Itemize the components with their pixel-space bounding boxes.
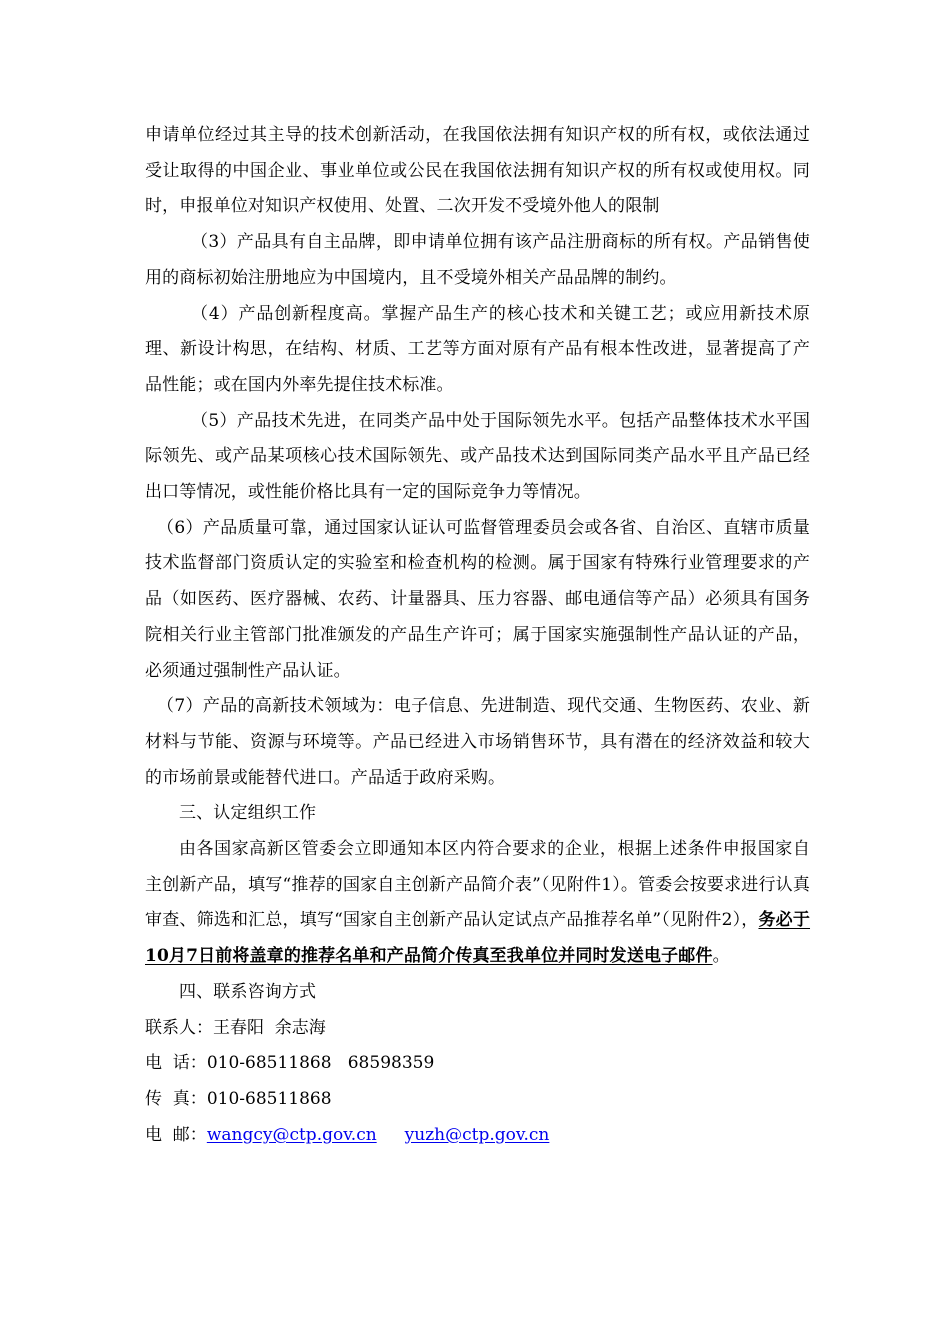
contact-person-value: 王春阳 余志海 (213, 1017, 326, 1038)
paragraph-item-4: （4）产品创新程度高。掌握产品生产的核心技术和关键工艺；或应用新技术原理、新设计构思，在结构、材质、工艺等方面对原有产品有根本性改进，显著提高了产品性能；或在国内外率先提住技术标准。 (145, 303, 810, 395)
contact-fax-row (145, 1082, 810, 1118)
contact-phone-row (145, 1046, 810, 1082)
contact-email-row (145, 1118, 810, 1154)
section-heading-3: 三、认定组织工作 (179, 803, 317, 824)
contact-person-label: 联系人： (145, 1017, 213, 1038)
paragraph-item-3: （3）产品具有自主品牌，即申请单位拥有该产品注册商标的所有权。产品销售使用的商标初始注册地应为中国境内，且不受境外相关产品品牌的制约。 (145, 232, 810, 288)
paragraph-item-5: （5）产品技术先进，在同类产品中处于国际领先水平。包括产品整体技术水平国际领先、或产品某项核心技术国际领先、或产品技术达到国际同类产品水平且产品已经出口等情况，或性能价格比具有一定的国际竞争力等情况。 (145, 410, 810, 503)
organization-text: 由各国家高新区管委会立即通知本区内符合要求的企业，根据上述条件申报国家自主创新产品，填写“推荐的国家自主创新产品简介表”（见附件1）。管委会按要求进行认真审查、筛选和汇总，填写“国家自主创新产品认定试点产品推荐名单”（见附件2）， (145, 839, 810, 931)
email-link-wangcy[interactable]: wangcy@ctp.gov.cn (206, 1124, 377, 1145)
organization-text-end: 。 (712, 946, 730, 967)
paragraph-item-7: （7）产品的高新技术领域为：电子信息、先进制造、现代交通、生物医药、农业、新材料与节能、资源与环境等。产品已经进入市场销售环节，具有潜在的经济效益和较大的市场前景或能替代进口。产品适于政府采购。 (145, 696, 810, 788)
contact-phone-label: 电 话： (145, 1053, 207, 1074)
contact-email-label: 电 邮： (145, 1124, 207, 1145)
deadline-emphasis: 务必于10月7日前将盖章的推荐名单和产品简介传真至我单位并同时发送电子邮件 (145, 910, 811, 967)
paragraph-ip-rights: 申请单位经过其主导的技术创新活动，在我国依法拥有知识产权的所有权，或依法通过受让取得的中国企业、事业单位或公民在我国依法拥有知识产权的所有权或使用权。同时，申报单位对知识产权使用、处置、二次开发不受境外他人的限制 (145, 125, 810, 217)
paragraph-organization (145, 832, 810, 975)
contact-phone-value: 010-68511868 68598359 (206, 1053, 435, 1074)
paragraph-item-6: （6）产品质量可靠，通过国家认证认可监督管理委员会或各省、自治区、直辖市质量技术监督部门资质认定的实验室和检查机构的检测。属于国家有特殊行业管理要求的产品（如医药、医疗器械、农药、计量器具、压力容器、邮电通信等产品）必须具有国务院相关行业主管部门批准颁发的产品生产许可；属于国家实施强制性产品认证的产品，必须通过强制性产品认证。 (145, 517, 810, 681)
section-heading-4: 四、联系咨询方式 (179, 981, 317, 1002)
contact-fax-label: 传 真： (145, 1088, 207, 1109)
contact-person-row (145, 1011, 810, 1047)
contact-fax-value: 010-68511868 (206, 1088, 332, 1109)
email-link-yuzh[interactable]: yuzh@ctp.gov.cn (404, 1124, 550, 1145)
document-page (145, 118, 810, 1153)
